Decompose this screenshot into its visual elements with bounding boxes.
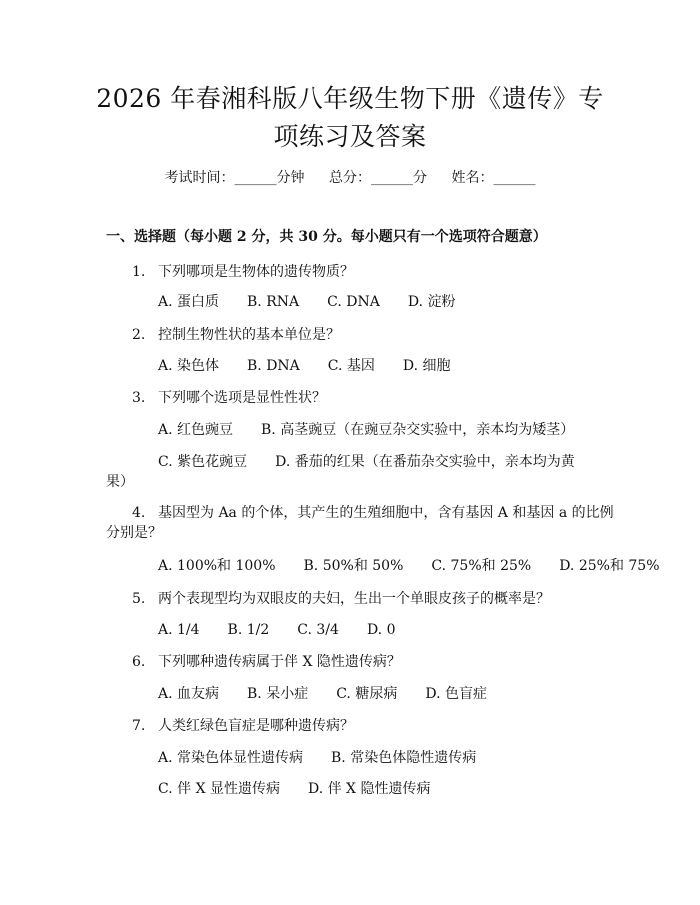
question-2-options: [158, 356, 479, 376]
option-a: A. 蛋白质: [158, 294, 220, 310]
option-b: B. 50%和 50%: [303, 558, 404, 574]
exam-meta: [0, 168, 700, 188]
question-6-options: [158, 684, 515, 704]
option-c: C. 紫色花豌豆: [158, 454, 248, 470]
question-7-options-row-1: [158, 748, 504, 768]
question-text: 人类红绿色盲症是哪种遗传病？: [158, 718, 354, 734]
question-4-text-continued: 分别是？: [106, 525, 162, 541]
option-d: D. 0: [366, 622, 396, 638]
exam-name: 姓名：______: [451, 170, 536, 186]
question-number: 7.: [132, 718, 146, 734]
question-text: 控制生物性状的基本单位是？: [158, 327, 340, 343]
option-c: C. 3/4: [297, 622, 339, 638]
question-number: 4.: [132, 505, 146, 521]
option-a: A. 1/4: [158, 622, 200, 638]
section-title: 一、选择题（每小题 2 分，共 30 分。每小题只有一个选项符合题意）: [106, 229, 547, 245]
option-c: C. 伴 X 显性遗传病: [158, 781, 280, 797]
question-2: [132, 325, 340, 345]
question-7-options-row-2: [158, 779, 458, 799]
option-a: A. 染色体: [158, 358, 220, 374]
option-b: B. 1/2: [227, 622, 270, 638]
title-line-1: 2026 年春湘科版八年级生物下册《遗传》专: [96, 84, 604, 113]
option-a: A. 100%和 100%: [158, 558, 276, 574]
question-3: [132, 388, 326, 408]
question-5-options: [158, 620, 423, 640]
exam-score: 总分：______分: [329, 170, 427, 186]
question-4-options: [158, 556, 660, 576]
question-4: [132, 503, 614, 523]
option-d: D. 番茄的红果（在番茄杂交实验中，亲本均为黄: [275, 454, 575, 470]
option-c: C. 糖尿病: [336, 686, 398, 702]
question-number: 6.: [132, 654, 146, 670]
option-c: C. DNA: [327, 294, 380, 310]
question-number: 2.: [132, 327, 146, 343]
option-b: B. RNA: [247, 294, 300, 310]
option-c: C. 75%和 25%: [431, 558, 532, 574]
option-d: D. 25%和 75%: [559, 558, 660, 574]
option-b: B. 常染色体隐性遗传病: [331, 750, 477, 766]
option-b: B. 呆小症: [247, 686, 309, 702]
question-number: 5.: [132, 591, 146, 607]
option-d: D. 色盲症: [425, 686, 487, 702]
question-3-options-row-1: [158, 420, 602, 440]
question-number: 1.: [132, 264, 146, 280]
question-1-options: [158, 292, 483, 312]
option-b: B. 高茎豌豆（在豌豆杂交实验中，亲本均为矮茎）: [261, 422, 575, 438]
title-line-2: 项练习及答案: [273, 122, 427, 151]
option-b: B. DNA: [247, 358, 300, 374]
document-title: [70, 80, 630, 156]
question-text: 下列哪种遗传病属于伴 X 隐性遗传病？: [158, 654, 401, 670]
option-d: D. 伴 X 隐性遗传病: [307, 781, 431, 797]
option-a: A. 红色豌豆: [158, 422, 234, 438]
question-3-options-row-2: [158, 452, 603, 472]
question-5: [132, 589, 550, 609]
question-number: 3.: [132, 390, 146, 406]
option-d: D. 细胞: [402, 358, 451, 374]
question-1: [132, 262, 354, 282]
question-7: [132, 716, 354, 736]
option-a: A. 常染色体显性遗传病: [158, 750, 304, 766]
option-c: C. 基因: [327, 358, 375, 374]
question-3-option-d-continued: 果）: [106, 474, 134, 490]
question-text: 下列哪个选项是显性性状？: [158, 390, 326, 406]
option-a: A. 血友病: [158, 686, 220, 702]
question-text: 两个表现型均为双眼皮的夫妇，生出一个单眼皮孩子的概率是？: [158, 591, 550, 607]
option-d: D. 淀粉: [407, 294, 456, 310]
question-6: [132, 652, 401, 672]
question-text: 基因型为 Aa 的个体，其产生的生殖细胞中，含有基因 A 和基因 a 的比例: [158, 505, 614, 521]
exam-time: 考试时间：______分钟: [164, 170, 305, 186]
question-text: 下列哪项是生物体的遗传物质？: [158, 264, 354, 280]
